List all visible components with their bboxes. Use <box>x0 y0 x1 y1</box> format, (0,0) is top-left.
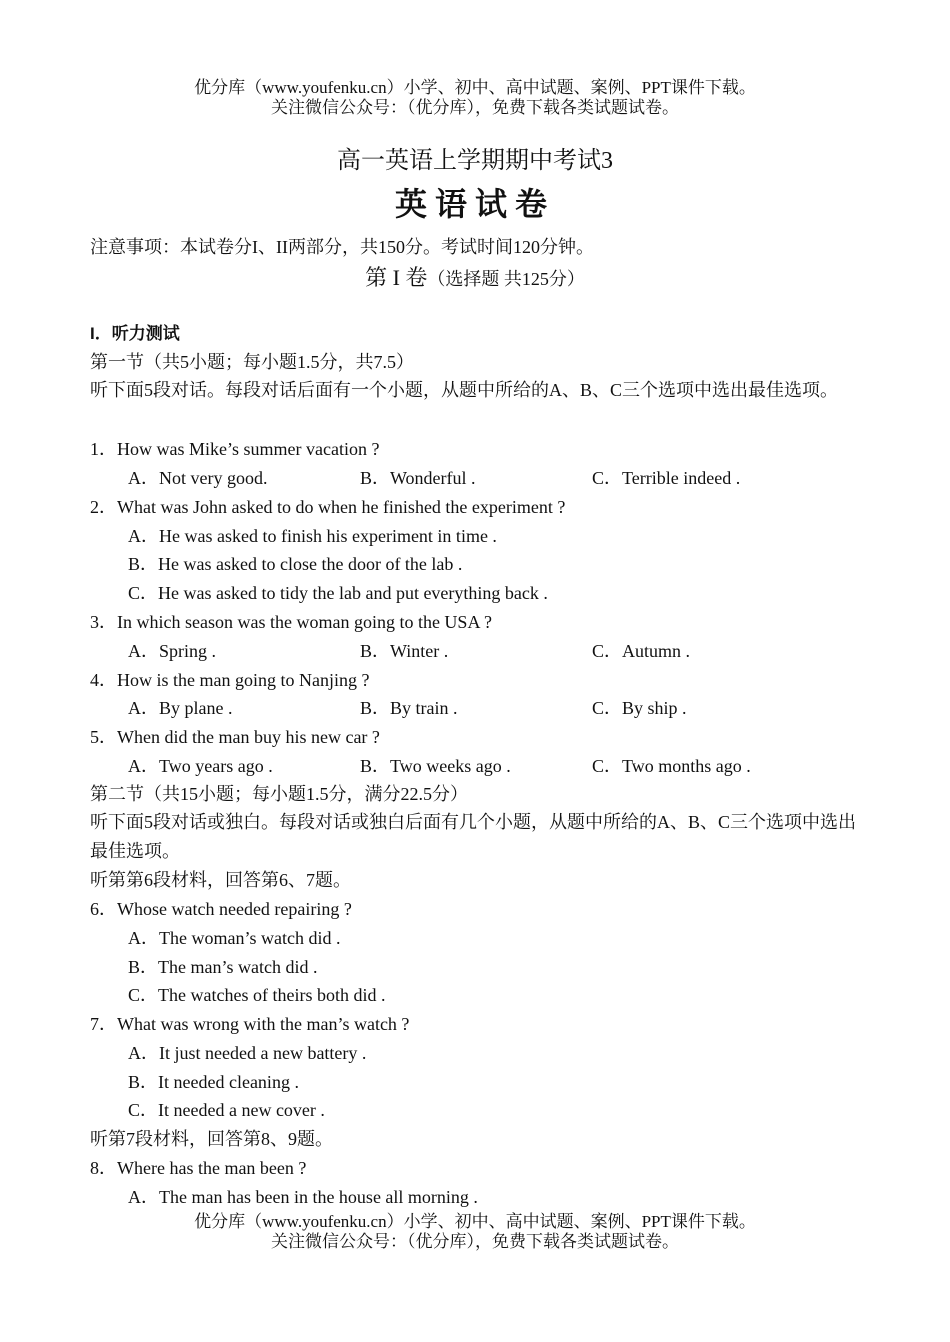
footer-line-2: 关注微信公众号：（优分库），免费下载各类试题试卷。 <box>271 1232 679 1251</box>
option-b: B．It needed cleaning . <box>128 1072 299 1092</box>
question-stem: 4．How is the man going to Nanjing ? <box>90 670 370 690</box>
footer-line-1: 优分库（www.youfenku.cn）小学、初中、高中试题、案例、PPT课件下载。 <box>194 1212 756 1231</box>
material-6-note: 听第第6段材料，回答第6、7题。 <box>90 870 351 890</box>
volume-label: 第 I 卷 <box>365 265 428 290</box>
option-a: A．It just needed a new battery . <box>128 1043 367 1063</box>
section-1-title: 第一节（共5小题；每小题1.5分，共7.5） <box>90 352 414 372</box>
option-b: B．Wonderful . <box>360 468 476 488</box>
option-a: A．He was asked to finish his experiment in time . <box>128 526 497 546</box>
header-line-1: 优分库（www.youfenku.cn）小学、初中、高中试题、案例、PPT课件下载。 <box>194 78 756 97</box>
option-c: C．Terrible indeed . <box>592 468 741 488</box>
notice-text: 注意事项：本试卷分I、II两部分，共150分。考试时间120分钟。 <box>90 237 594 257</box>
part-heading: I．听力测试 <box>90 324 180 343</box>
exam-title: 高一英语上学期期中考试3 <box>337 148 613 174</box>
question-stem: 2．What was John asked to do when he finished the experiment ? <box>90 497 566 517</box>
option-a: A．By plane . <box>128 698 233 718</box>
section-1-instruction: 听下面5段对话。每段对话后面有一个小题，从题中所给的A、B、C三个选项中选出最佳选项。 <box>90 380 839 400</box>
option-c: C．It needed a new cover . <box>128 1100 325 1120</box>
option-b: B．He was asked to close the door of the lab . <box>128 554 463 574</box>
option-c: C．Autumn . <box>592 641 691 661</box>
option-b: B．Two weeks ago . <box>360 756 511 776</box>
exam-subtitle: 英语试卷 <box>394 186 555 222</box>
option-a: A．The man has been in the house all morning . <box>128 1187 478 1207</box>
section-2-instruction: 听下面5段对话或独白。每段对话或独白后面有几个小题，从题中所给的A、B、C三个选项中选出最佳选项。 <box>90 812 857 861</box>
volume-note: （选择题 共125分） <box>427 269 585 289</box>
option-a: A．Spring . <box>128 641 217 661</box>
question-stem: 7．What was wrong with the man’s watch ? <box>90 1014 410 1034</box>
option-c: C．Two months ago . <box>592 756 751 776</box>
option-a: A．Two years ago . <box>128 756 273 776</box>
option-a: A．The woman’s watch did . <box>128 928 341 948</box>
option-c: C．By ship . <box>592 698 687 718</box>
option-c: C．The watches of theirs both did . <box>128 985 386 1005</box>
question-stem: 8．Where has the man been ? <box>90 1158 307 1178</box>
section-2-title: 第二节（共15小题；每小题1.5分，满分22.5分） <box>90 784 468 804</box>
header-line-2: 关注微信公众号：（优分库），免费下载各类试题试卷。 <box>271 98 679 117</box>
question-stem: 3．In which season was the woman going to the USA ? <box>90 612 492 632</box>
question-stem: 1．How was Mike’s summer vacation ? <box>90 439 380 459</box>
volume-heading <box>0 264 950 293</box>
question-stem: 5．When did the man buy his new car ? <box>90 727 380 747</box>
option-c: C．He was asked to tidy the lab and put everything back . <box>128 583 548 603</box>
option-b: B．By train . <box>360 698 458 718</box>
option-b: B．The man’s watch did . <box>128 957 318 977</box>
option-a: A．Not very good. <box>128 468 268 488</box>
option-b: B．Winter . <box>360 641 449 661</box>
question-stem: 6．Whose watch needed repairing ? <box>90 899 352 919</box>
material-7-note: 听第7段材料，回答第8、9题。 <box>90 1129 333 1149</box>
